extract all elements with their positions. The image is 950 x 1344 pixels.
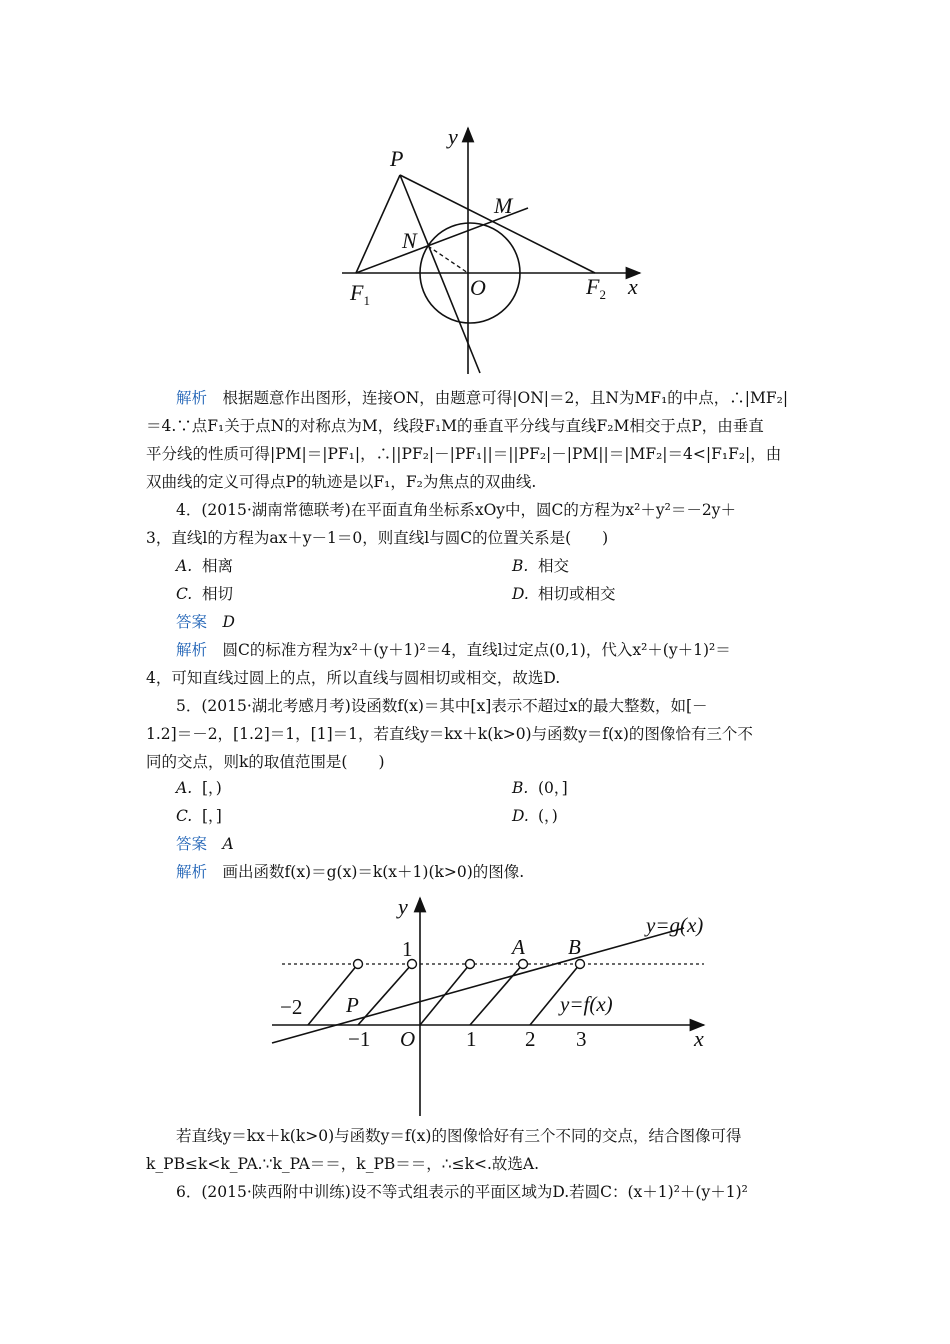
solution-label: 解析 bbox=[176, 389, 208, 407]
option-5D: D. (，) bbox=[512, 807, 558, 825]
conclusion-line-2: k_PB≤k<k_PA.∵k_PA＝＝，k_PB＝＝，∴≤k<.故选A. bbox=[146, 1155, 540, 1173]
question-5 bbox=[146, 692, 810, 776]
question-5-line-3: 同的交点，则k的取值范围是( ) bbox=[146, 753, 385, 771]
open-point-1 bbox=[354, 960, 363, 969]
label-t1: 1 bbox=[466, 1027, 477, 1051]
label-A: A bbox=[512, 935, 525, 959]
question-4 bbox=[146, 496, 810, 552]
conclusion-line-1: 若直线y＝kx＋k(k>0)与函数y＝f(x)的图像恰好有三个不同的交点，结合图像可得 bbox=[176, 1127, 742, 1145]
segment-f-2 bbox=[358, 964, 412, 1025]
label-M: M bbox=[494, 193, 513, 218]
solution-4: 解析 圆C的标准方程为x²＋(y＋1)²＝4，直线l过定点(0,1)，代入x²＋(y＋1)²＝ 4，可知直线过圆上的点，所以直线与圆相切或相交，故选D. bbox=[146, 641, 731, 687]
option-4D: D. 相切或相交 bbox=[512, 585, 616, 603]
question-5-line-2: 1.2]＝－2，[1.2]＝1，[1]＝1，若直线y＝kx＋k(k>0)与函数y＝f(x)的图像恰有三个不 bbox=[146, 725, 753, 743]
question-5-line-1: 5．(2015·湖北考感月考)设函数f(x)＝其中[x]表示不超过x的最大整数，如[－ bbox=[176, 697, 708, 715]
solution-4-line-1: 圆C的标准方程为x²＋(y＋1)²＝4，直线l过定点(0,1)，代入x²＋(y＋1)²＝ bbox=[222, 641, 731, 659]
open-point-5 bbox=[576, 960, 585, 969]
label-t2: 2 bbox=[525, 1027, 536, 1051]
label-F1: $F_1$ bbox=[350, 280, 370, 308]
option-5A: A. [，) bbox=[176, 779, 222, 797]
solution-3-line-3: 平分线的性质可得|PM|＝|PF₁|，∴||PF₂|－|PF₁||＝||PF₂|－|PM||＝|MF₂|＝4<|F₁F₂|，由 bbox=[146, 445, 782, 463]
label-y: y bbox=[398, 894, 408, 919]
question-6-line-1: 6．(2015·陕西附中训练)设不等式组表示的平面区域为D.若圆C：(x＋1)²＋(y＋1)² bbox=[176, 1183, 748, 1201]
label-y: y bbox=[448, 124, 458, 149]
question-4-line-2: 3，直线l的方程为ax＋y－1＝0，则直线l与圆C的位置关系是( ) bbox=[146, 529, 609, 547]
label-P: P bbox=[346, 993, 359, 1017]
figure-floor-function-graph bbox=[264, 892, 718, 1118]
answer-4: 答案 D bbox=[176, 613, 235, 631]
label-O: O bbox=[400, 1027, 416, 1051]
label-one: 1 bbox=[402, 937, 413, 961]
open-point-3 bbox=[466, 960, 475, 969]
question-4-line-1: 4．(2015·湖南常德联考)在平面直角坐标系xOy中，圆C的方程为x²＋y²＝－2y＋ bbox=[176, 501, 736, 519]
option-4B: B. 相交 bbox=[512, 557, 570, 575]
figure-hyperbola-construction bbox=[330, 118, 650, 380]
segment-f-4 bbox=[470, 964, 523, 1025]
solution-4-line-2: 4，可知直线过圆上的点，所以直线与圆相切或相交，故选D. bbox=[146, 669, 561, 687]
label-f: y=f(x) bbox=[560, 992, 613, 1016]
label-O: O bbox=[470, 275, 486, 300]
label-x: x bbox=[694, 1026, 704, 1051]
label-B: B bbox=[568, 935, 581, 959]
open-point-4 bbox=[519, 960, 528, 969]
option-5C: C. [，] bbox=[176, 807, 222, 825]
label-x: x bbox=[628, 274, 638, 299]
label-t3: 3 bbox=[576, 1027, 587, 1051]
label-neg2: −2 bbox=[280, 995, 303, 1019]
option-4A: A. 相离 bbox=[176, 557, 234, 575]
solution-3-line-4: 双曲线的定义可得点P的轨迹是以F₁，F₂为焦点的双曲线. bbox=[146, 473, 537, 491]
solution-5: 解析 画出函数f(x)＝g(x)＝k(x＋1)(k>0)的图像. bbox=[176, 863, 525, 881]
label-P: P bbox=[390, 146, 404, 171]
solution-3-line-1: 根据题意作出图形，连接ON，由题意可得|ON|＝2，且N为MF₁的中点，∴|MF₂| bbox=[222, 389, 789, 407]
line-P-F2 bbox=[400, 175, 595, 273]
solution-3 bbox=[146, 384, 810, 496]
label-N: N bbox=[402, 228, 417, 253]
label-neg1: −1 bbox=[348, 1027, 371, 1051]
label-g: y=g(x) bbox=[646, 913, 704, 937]
conclusion-5 bbox=[146, 1122, 810, 1178]
answer-5: 答案 A bbox=[176, 835, 234, 853]
solution-3-line-2: ＝4.∵点F₁关于点N的对称点为M，线段F₁M的垂直平分线与直线F₂M相交于点P，由垂直 bbox=[146, 417, 764, 435]
option-5B: B. (0，] bbox=[512, 779, 568, 797]
label-F2: $F_2$ bbox=[586, 274, 606, 302]
question-6 bbox=[146, 1178, 810, 1206]
option-4C: C. 相切 bbox=[176, 585, 234, 603]
